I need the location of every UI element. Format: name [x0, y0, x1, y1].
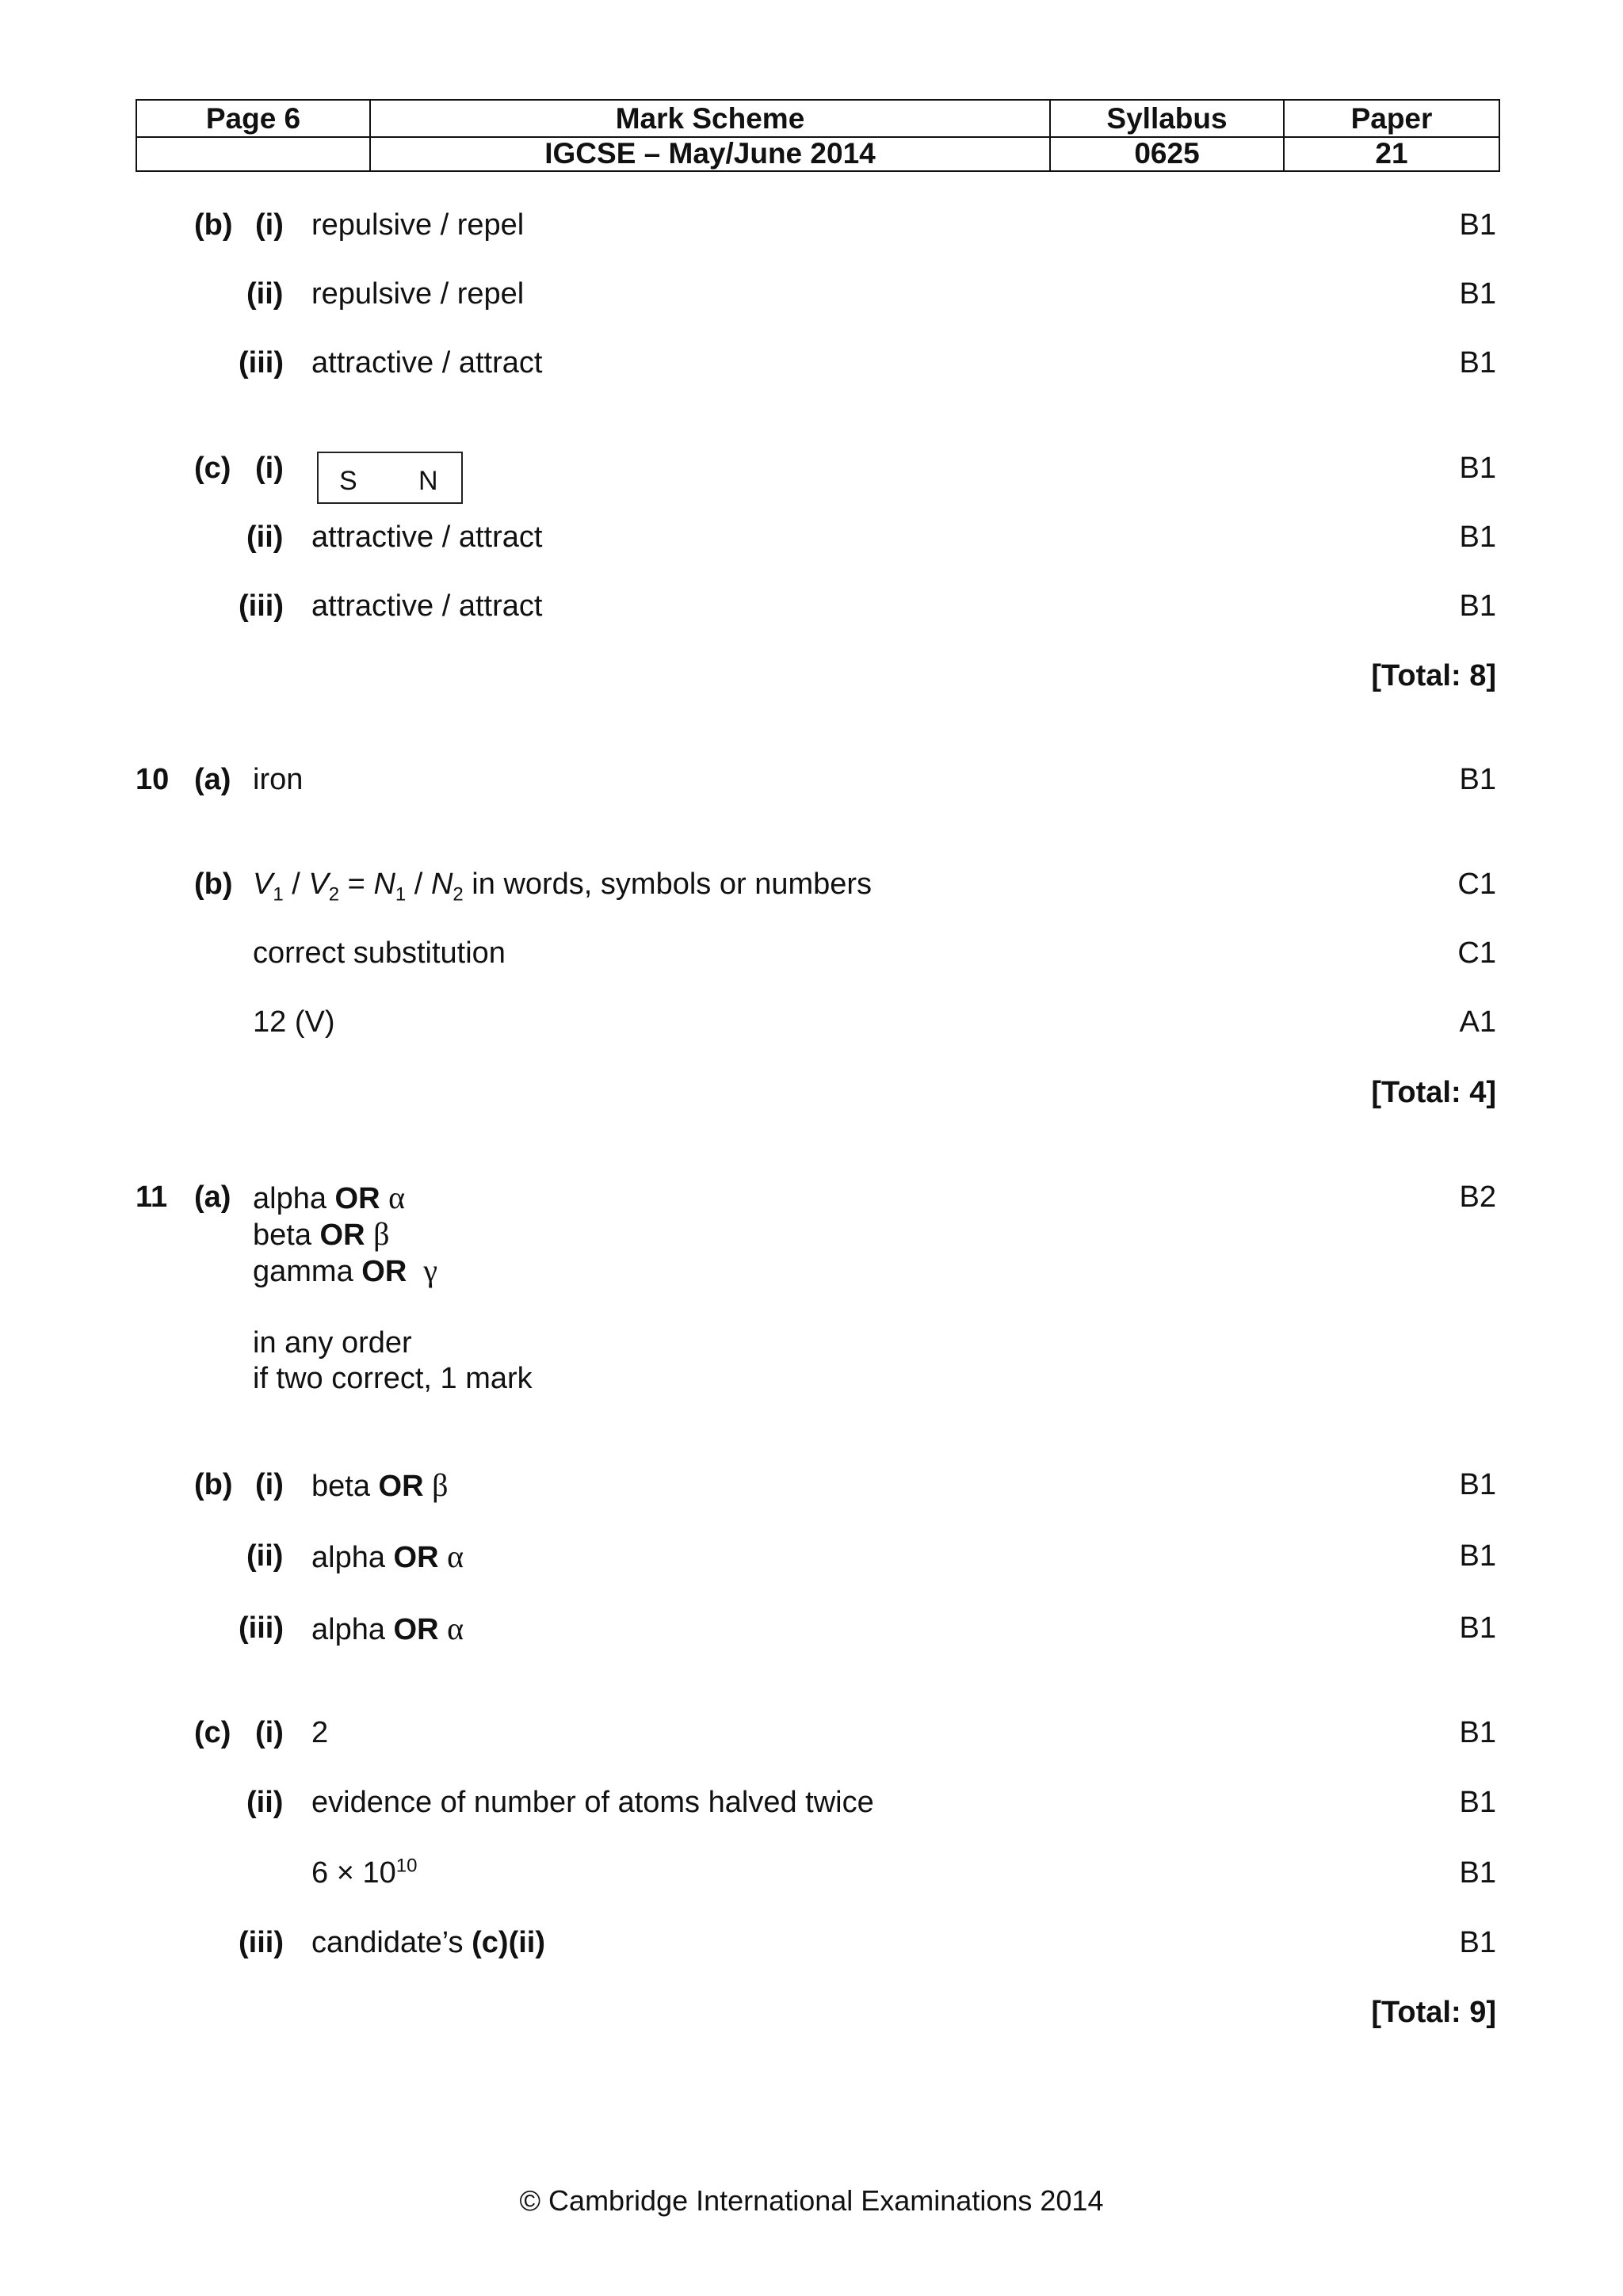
formula-slash: /	[283, 868, 309, 901]
q9-c-ii-answer: attractive / attract	[311, 521, 543, 554]
answer-word: alpha	[311, 1613, 394, 1646]
formula-v: V	[308, 868, 329, 901]
q11-c-label: (c)	[194, 1716, 231, 1749]
footer-copyright: © Cambridge International Examinations 2014	[519, 2184, 1104, 2217]
q10-b-mark-3: A1	[1459, 1005, 1496, 1039]
or-keyword: OR	[334, 1182, 380, 1215]
or-keyword: OR	[378, 1470, 424, 1503]
formula-v: V	[253, 868, 273, 901]
q9-b-ii-num: (ii)	[246, 277, 284, 311]
q11-c-ii-mark2: B1	[1459, 1856, 1496, 1890]
q11-b-ii-num: (ii)	[246, 1539, 284, 1573]
header-title: Mark Scheme	[371, 101, 1051, 136]
q9-c-i-num: (i)	[255, 452, 284, 485]
formula-slash: /	[406, 868, 431, 901]
q9-b-i-num: (i)	[255, 208, 284, 242]
header-row-1	[137, 101, 1499, 138]
formula-sub: 2	[328, 883, 340, 906]
q10-total: [Total: 4]	[1371, 1076, 1496, 1109]
q11-a-note2: if two correct, 1 mark	[253, 1362, 533, 1395]
exponent: 10	[395, 1855, 418, 1877]
q11-a-note1: in any order	[253, 1326, 412, 1360]
q11-c-i-mark: B1	[1459, 1716, 1496, 1749]
or-keyword: OR	[393, 1541, 439, 1574]
q11-c-iii-answer	[311, 1928, 545, 1958]
q9-b-i-answer: repulsive / repel	[311, 208, 525, 242]
magnet-pole-s: S	[339, 466, 357, 496]
answer-reference: (c)(ii)	[472, 1926, 545, 1959]
q9-c-i-mark: B1	[1459, 452, 1496, 485]
gamma-symbol: γ	[423, 1253, 438, 1288]
q11-a-line3	[253, 1255, 437, 1287]
q11-b-i-num: (i)	[255, 1468, 284, 1501]
answer-word: beta	[253, 1219, 320, 1252]
q9-c-label: (c)	[194, 452, 231, 485]
q10-b-label: (b)	[194, 868, 233, 901]
magnet-diagram	[317, 452, 463, 504]
answer-word: beta	[311, 1470, 379, 1503]
q9-c-iii-mark: B1	[1459, 589, 1496, 623]
q10-a-mark: B1	[1459, 763, 1496, 796]
header-syllabus-label: Syllabus	[1051, 101, 1285, 136]
q9-b-ii-mark: B1	[1459, 277, 1496, 311]
q10-b-line2: correct substitution	[253, 936, 506, 970]
q11-c-i-answer: 2	[311, 1716, 329, 1749]
q11-c-ii-mark: B1	[1459, 1786, 1496, 1819]
header-row-2	[137, 136, 1499, 170]
header-page: Page 6	[137, 101, 371, 136]
q9-b-i-mark: B1	[1459, 208, 1496, 242]
formula-n: N	[373, 868, 395, 901]
formula-sub: 1	[395, 883, 407, 906]
alpha-symbol: α	[447, 1539, 464, 1574]
q9-b-label: (b)	[194, 208, 233, 242]
q11-number: 11	[136, 1180, 168, 1214]
q11-c-iii-num: (iii)	[239, 1926, 284, 1959]
q11-c-ii-answer2	[311, 1855, 418, 1890]
q9-c-ii-mark: B1	[1459, 521, 1496, 554]
q11-b-i-answer	[311, 1467, 449, 1503]
formula-text: in words, symbols or numbers	[463, 868, 873, 901]
formula-sub: 1	[273, 883, 284, 906]
q11-b-ii-answer	[311, 1541, 464, 1573]
formula-equals: =	[339, 868, 374, 901]
q10-number: 10	[136, 763, 170, 796]
header-table	[136, 99, 1500, 172]
q11-c-ii-answer: evidence of number of atoms halved twice	[311, 1786, 874, 1819]
q11-total: [Total: 9]	[1371, 1996, 1496, 2029]
q11-a-label: (a)	[194, 1180, 231, 1214]
q9-c-ii-num: (ii)	[246, 521, 284, 554]
q9-b-iii-mark: B1	[1459, 346, 1496, 379]
q11-b-label: (b)	[194, 1468, 233, 1501]
q9-c-iii-answer: attractive / attract	[311, 589, 543, 623]
q11-c-i-num: (i)	[255, 1716, 284, 1749]
or-keyword: OR	[319, 1219, 365, 1252]
magnet-pole-n: N	[418, 466, 438, 496]
q11-b-iii-answer	[311, 1613, 464, 1645]
q11-a-line1	[253, 1182, 405, 1214]
header-exam: IGCSE – May/June 2014	[371, 136, 1051, 170]
header-paper: 21	[1375, 136, 1408, 170]
q9-b-iii-answer: attractive / attract	[311, 346, 543, 379]
answer-word: alpha	[253, 1182, 335, 1215]
answer-word: gamma	[253, 1255, 362, 1288]
header-empty-cell	[137, 136, 371, 170]
q9-b-ii-answer: repulsive / repel	[311, 277, 525, 311]
q11-b-iii-num: (iii)	[239, 1611, 284, 1645]
q10-b-mark-1: C1	[1457, 868, 1496, 901]
q9-c-iii-num: (iii)	[239, 589, 284, 623]
q10-a-label: (a)	[194, 763, 231, 796]
alpha-symbol: α	[447, 1611, 464, 1646]
q11-a-mark: B2	[1459, 1180, 1496, 1214]
answer-text: candidate’s	[311, 1926, 472, 1959]
q10-b-line3: 12 (V)	[253, 1005, 335, 1039]
q11-b-i-mark: B1	[1459, 1468, 1496, 1501]
answer-value: 6 × 10	[311, 1856, 396, 1890]
formula-sub: 2	[453, 883, 464, 906]
beta-symbol: β	[432, 1467, 449, 1503]
q10-b-formula	[253, 868, 873, 906]
alpha-symbol: α	[388, 1180, 406, 1215]
or-keyword: OR	[393, 1613, 439, 1646]
answer-word: alpha	[311, 1541, 394, 1574]
or-keyword: OR	[361, 1255, 407, 1288]
q11-b-ii-mark: B1	[1459, 1539, 1496, 1573]
q9-total: [Total: 8]	[1371, 659, 1496, 692]
q11-c-ii-num: (ii)	[246, 1786, 284, 1819]
q11-b-iii-mark: B1	[1459, 1611, 1496, 1645]
q10-b-mark-2: C1	[1457, 936, 1496, 970]
q10-a-answer: iron	[253, 763, 304, 796]
q11-a-line2	[253, 1216, 390, 1252]
header-paper-label: Paper	[1350, 101, 1433, 135]
header-syllabus: 0625	[1051, 136, 1285, 170]
q9-b-iii-num: (iii)	[239, 346, 284, 379]
beta-symbol: β	[373, 1216, 390, 1252]
formula-n: N	[430, 868, 453, 901]
q11-c-iii-mark: B1	[1459, 1926, 1496, 1959]
